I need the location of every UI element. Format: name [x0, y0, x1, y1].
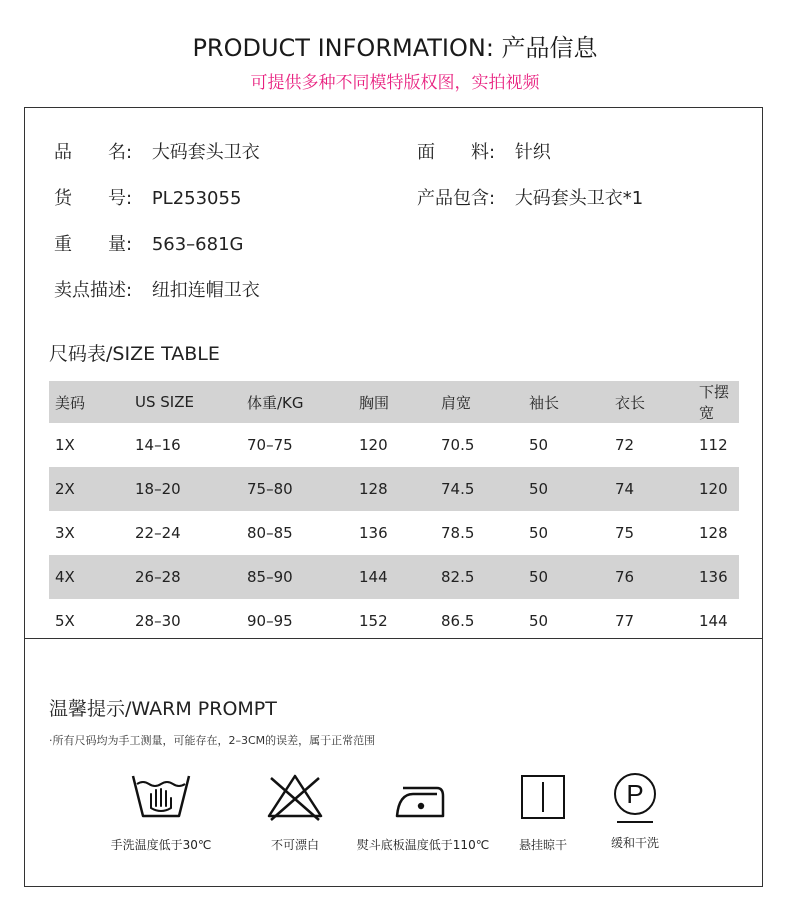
- table-cell: 50: [523, 555, 609, 599]
- table-cell: 152: [359, 612, 388, 630]
- page-title: PRODUCT INFORMATION: 产品信息: [192, 34, 598, 62]
- table-cell: 4X: [49, 555, 129, 599]
- sku-value: PL253055: [151, 188, 242, 209]
- table-cell: 22–24: [135, 524, 181, 542]
- care-item-hand-wash: [91, 770, 231, 853]
- table-row: [49, 467, 739, 511]
- header-cell: 袖长: [523, 381, 609, 423]
- table-cell: 50: [529, 524, 549, 542]
- table-cell: 85–90: [241, 555, 353, 599]
- section-divider: [25, 638, 762, 639]
- dry-clean-symbol: P: [626, 779, 644, 809]
- table-cell: 50: [523, 467, 609, 511]
- weight-label: 重 量:: [54, 234, 133, 255]
- size-table-title: 尺码表/SIZE TABLE: [49, 343, 220, 365]
- table-cell: 14–16: [135, 436, 181, 454]
- table-cell: 75: [615, 524, 635, 542]
- fabric-value: 针织: [514, 142, 551, 163]
- header-cell: 衣长: [609, 381, 693, 423]
- info-panel: [24, 107, 763, 887]
- sku-label: 货 号:: [54, 188, 133, 209]
- size-table-header: [49, 381, 739, 423]
- page-subtitle: 可提供多种不同模特版权图，实拍视频: [250, 73, 540, 93]
- table-cell: 82.5: [435, 555, 523, 599]
- contents-label: 产品包含:: [417, 188, 496, 209]
- table-cell: 18–20: [129, 467, 241, 511]
- header-cell: 体重/KG: [241, 381, 353, 423]
- table-cell: 128: [699, 524, 728, 542]
- table-cell: 75–80: [241, 467, 353, 511]
- sku-row: [54, 184, 241, 210]
- table-cell: 3X: [55, 524, 75, 542]
- contents-row: [417, 184, 643, 210]
- table-cell: 120: [693, 467, 739, 511]
- care-label: 悬挂晾干: [518, 838, 567, 852]
- hand-wash-icon: [129, 770, 193, 822]
- header-cell: 美码: [49, 381, 129, 423]
- table-cell: 144: [699, 612, 728, 630]
- table-row: [49, 423, 739, 467]
- warm-prompt-note: ·所有尺码均为手工测量，可能存在，2–3CM的误差，属于正常范围: [49, 734, 376, 747]
- table-cell: 2X: [49, 467, 129, 511]
- table-cell: 120: [359, 436, 388, 454]
- care-label: 缓和干洗: [610, 836, 659, 850]
- weight-value: 563–681G: [151, 234, 244, 255]
- care-item-dry-clean: [565, 770, 705, 851]
- table-row: [49, 555, 739, 599]
- table-row: [49, 599, 739, 643]
- table-cell: 74.5: [435, 467, 523, 511]
- care-label: 不可漂白: [270, 838, 319, 852]
- table-cell: 78.5: [441, 524, 475, 542]
- table-cell: 112: [699, 436, 728, 454]
- header-cell: US SIZE: [129, 381, 241, 423]
- header-cell: 胸围: [353, 381, 435, 423]
- product-name-label: 品 名:: [54, 142, 133, 163]
- product-name-row: [54, 138, 260, 164]
- size-table: [49, 381, 739, 643]
- header-cell: 下摆宽: [693, 381, 739, 423]
- weight-row: [54, 230, 243, 256]
- no-bleach-icon: [263, 770, 327, 822]
- care-label: 手洗温度低于30℃: [110, 838, 212, 852]
- table-cell: 86.5: [441, 612, 475, 630]
- warm-prompt-title: 温馨提示/WARM PROMPT: [49, 698, 277, 720]
- table-cell: 50: [529, 436, 549, 454]
- table-row: [49, 511, 739, 555]
- table-cell: 77: [615, 612, 635, 630]
- table-cell: 50: [529, 612, 549, 630]
- product-name-value: 大码套头卫衣: [151, 142, 260, 163]
- selling-point-label: 卖点描述:: [54, 280, 133, 301]
- table-cell: 80–85: [247, 524, 293, 542]
- table-cell: 136: [359, 524, 388, 542]
- contents-value: 大码套头卫衣*1: [514, 188, 644, 209]
- table-cell: 5X: [55, 612, 75, 630]
- table-cell: 72: [615, 436, 635, 454]
- fabric-row: [417, 138, 551, 164]
- selling-point-value: 纽扣连帽卫衣: [151, 280, 260, 301]
- header-cell: 肩宽: [435, 381, 523, 423]
- table-cell: 90–95: [247, 612, 293, 630]
- table-cell: 136: [693, 555, 739, 599]
- care-label: 熨斗底板温度低于110℃: [356, 838, 490, 852]
- table-cell: 28–30: [135, 612, 181, 630]
- care-item-no-bleach: [225, 770, 365, 853]
- dry-clean-icon: [603, 770, 667, 828]
- table-cell: 144: [353, 555, 435, 599]
- table-cell: 128: [353, 467, 435, 511]
- selling-point-row: [54, 276, 260, 302]
- fabric-label: 面 料:: [417, 142, 496, 163]
- table-cell: 1X: [55, 436, 75, 454]
- table-cell: 74: [609, 467, 693, 511]
- table-cell: 26–28: [129, 555, 241, 599]
- table-cell: 70–75: [247, 436, 293, 454]
- table-cell: 70.5: [441, 436, 475, 454]
- table-cell: 76: [609, 555, 693, 599]
- iron-icon: [391, 770, 455, 822]
- care-item-iron: [353, 770, 493, 853]
